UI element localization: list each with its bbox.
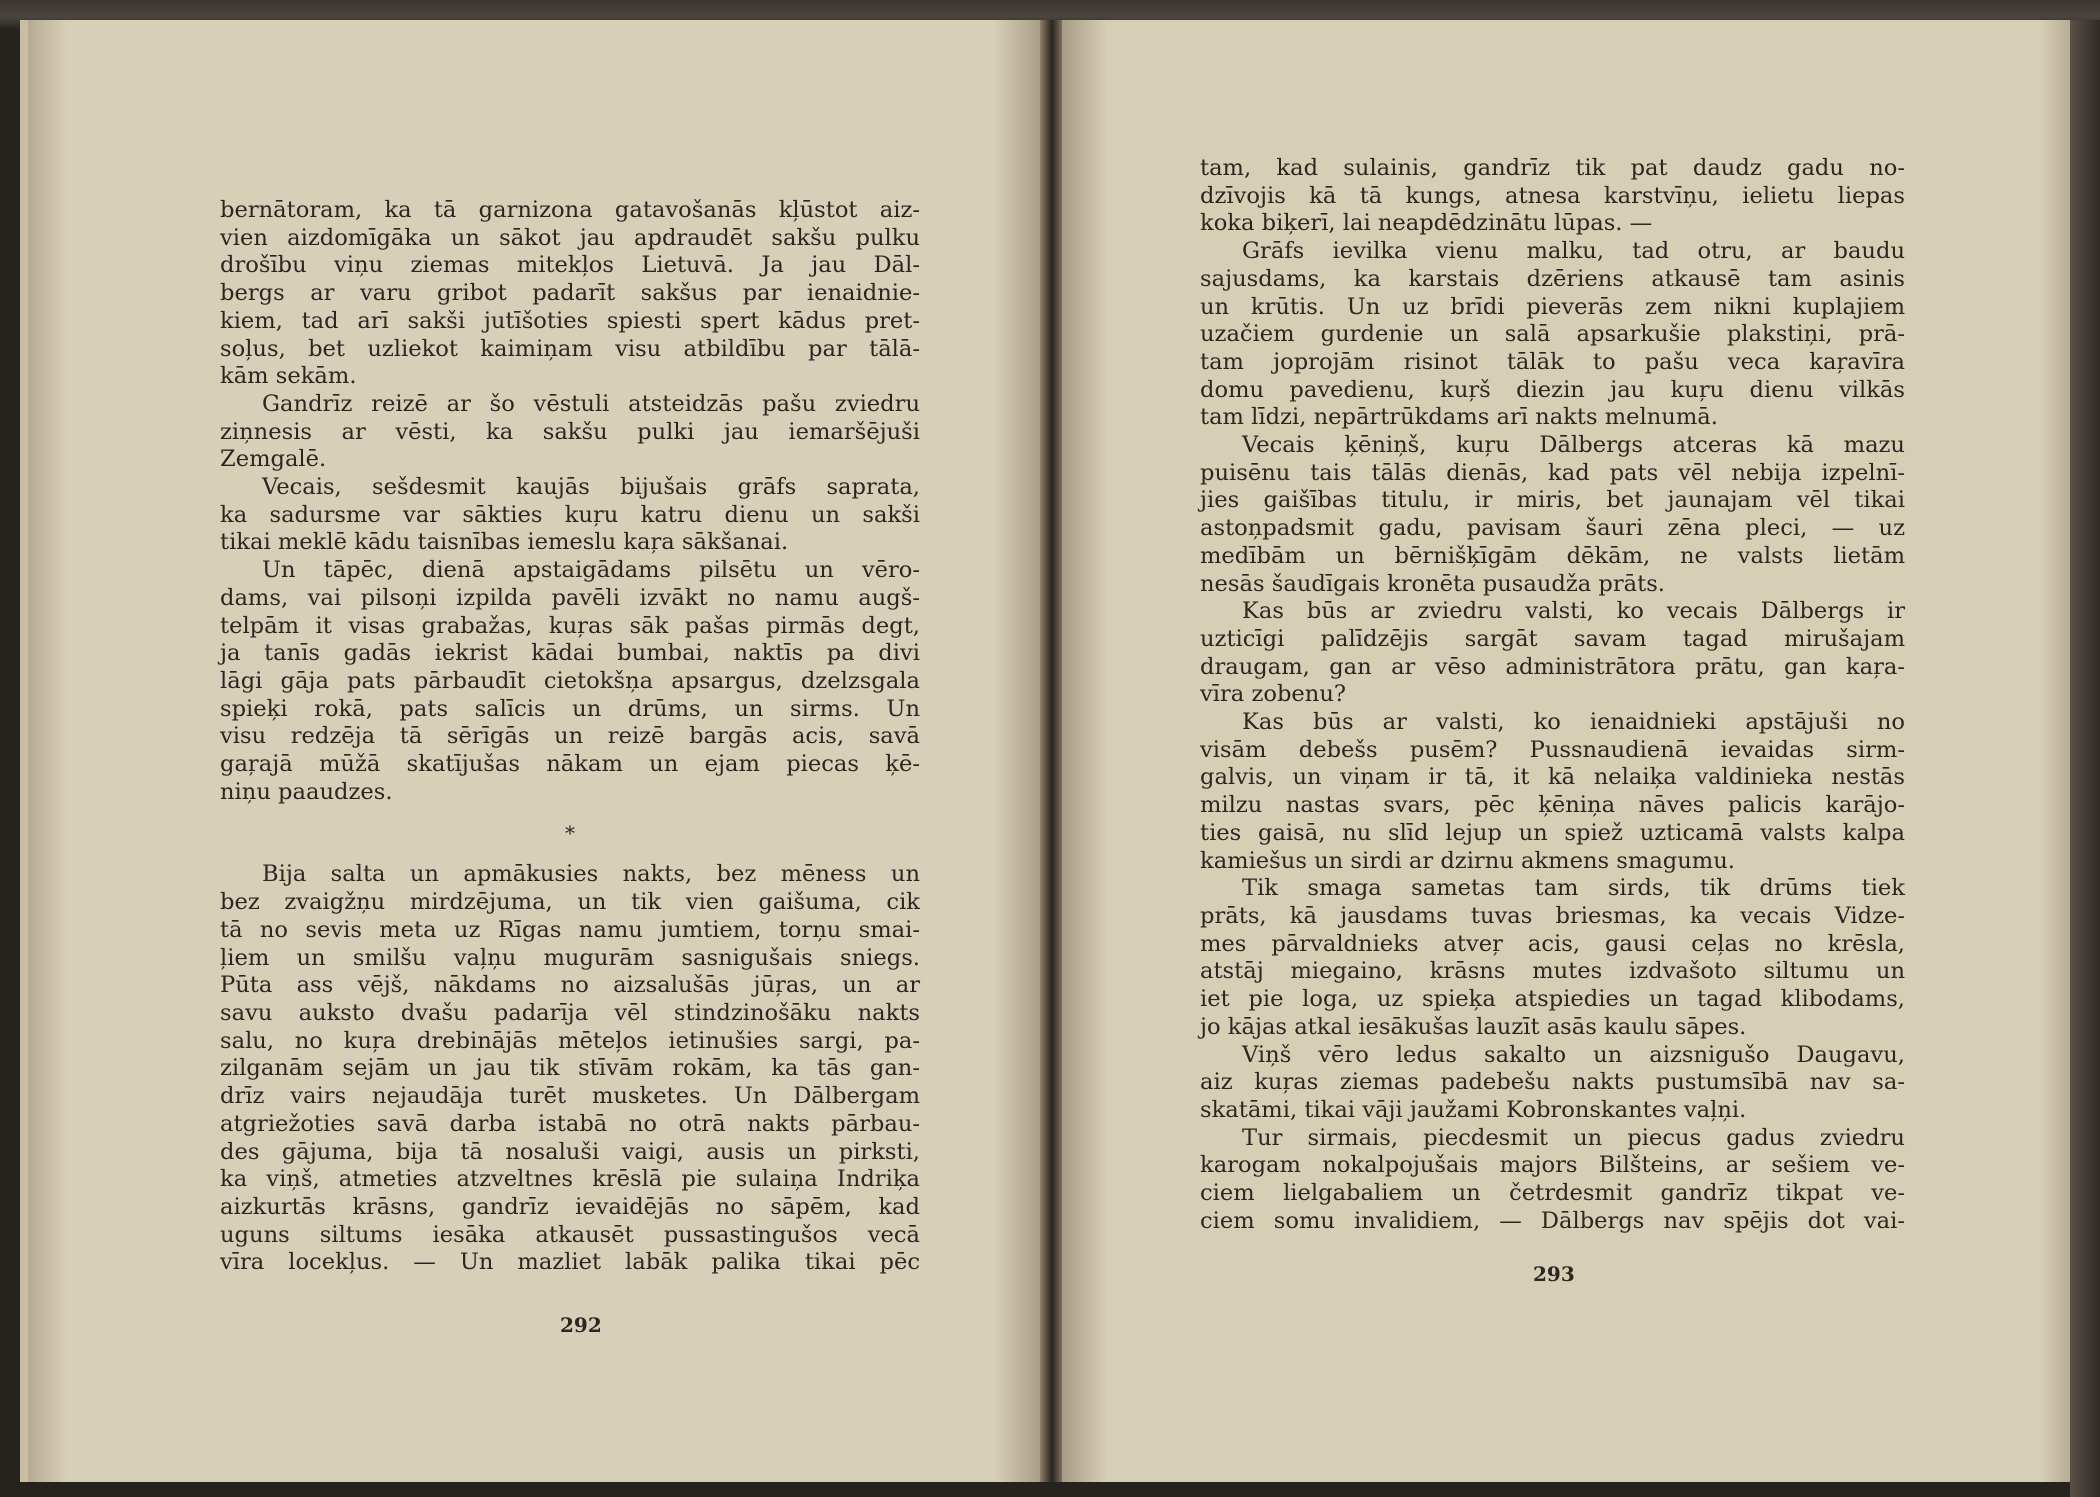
text-line: bez zvaigžņu mirdzējuma, un tik vien gaišuma, cik [220, 889, 920, 916]
text-line: Kas būs ar valsti, ko ienaidnieki apstājuši no [1242, 709, 1905, 736]
text-line: vīra locekļus. — Un mazliet labāk palika tikai pēc [220, 1249, 920, 1276]
text-line: dams, vai pilsoņi izpilda pavēli izvākt no namu augš- [220, 584, 920, 611]
text-line: bergs ar varu gribot padarīt sakšus par ienaidnie- [220, 280, 920, 307]
left-paragraphs-before-separator [220, 197, 920, 806]
text-line: draugam, gan ar vēso administrātora prātu, gan kaŗa- [1200, 653, 1905, 680]
text-line: drošību viņu ziemas mitekļos Lietuvā. Ja jau Dāl- [220, 252, 920, 279]
text-line: Gandrīz reizē ar šo vēstuli atsteidzās pašu zviedru [262, 390, 920, 417]
text-line: milzu nastas svars, pēc ķēniņa nāves palicis karājo- [1200, 792, 1905, 819]
text-line: ja tanīs gadās iekrist kādai bumbai, naktīs pa divi [220, 640, 920, 667]
section-separator: * [565, 821, 575, 846]
text-line: bernātoram, ka tā garnizona gatavošanās kļūstot aiz- [220, 197, 920, 223]
text-line: medībām un bērnišķīgām dēkām, ne valsts lietām [1200, 542, 1905, 569]
text-line: niņu paaudzes. [220, 778, 393, 805]
text-line: ka sadursme var sākties kuŗu katru dienu un sakši [220, 501, 920, 528]
text-line: Un tāpēc, dienā apstaigādams pilsētu un vēro- [262, 557, 920, 584]
right-paragraphs [1200, 155, 1905, 1235]
text-line: astoņpadsmit gadu, pavisam šauri zēna pleci, — uz [1200, 515, 1905, 542]
text-line: nesās šaudīgais kronēta pusaudža prāts. [1200, 570, 1665, 597]
text-line: spieķi rokā, pats salīcis un drūms, un sirms. Un [220, 695, 920, 722]
text-line: visu redzēja tā sērīgās un reizē bargās acis, savā [220, 723, 920, 750]
text-line: un krūtis. Un uz brīdi pieverās zem nikni kuplajiem [1200, 293, 1905, 320]
text-line: lāgi gāja pats pārbaudīt cietokšņa apsargus, dzelzsgala [220, 667, 920, 694]
text-line: gaŗajā mūžā skatījušas nākam un ejam piecas ķē- [220, 751, 920, 778]
text-line: uzticīgi palīdzējis sargāt savam tagad mirušajam [1200, 625, 1905, 652]
text-line: ļiem un smilšu vaļņu mugurām sasnigušais sniegs. [220, 944, 920, 971]
text-line: Zemgalē. [220, 446, 327, 473]
text-line: ciem lielgabaliem un četrdesmit gandrīz tikpat ve- [1200, 1180, 1905, 1207]
text-line: galvis, un viņam ir tā, it kā nelaiķa valdinieka nestās [1200, 764, 1905, 791]
text-line: ziņnesis ar vēsti, ka sakšu pulki jau iemaršējuši [220, 418, 920, 445]
text-line: Kas būs ar zviedru valsti, ko vecais Dālbergs ir [1242, 598, 1905, 625]
text-line: savu auksto dvašu padarīja vēl stindzinošāku nakts [220, 999, 920, 1026]
text-line: vien aizdomīgāka un sākot jau apdraudēt sakšu pulku [220, 224, 920, 251]
text-line: domu pavedienu, kuŗš diezin jau kuŗu dienu vilkās [1200, 376, 1905, 403]
text-line: tam joprojām risinot tālāk to pašu veca kaŗavīra [1200, 348, 1905, 375]
text-line: zilganām sejām un jau tik stīvām rokām, ka tās gan- [220, 1055, 920, 1082]
text-line: Viņš vēro ledus sakalto un aizsnigušo Daugavu, [1242, 1041, 1905, 1068]
left-paragraphs-after-separator [220, 861, 920, 1277]
text-line: visām debešs pusēm? Pussnaudienā ievaidas sirm- [1200, 736, 1905, 763]
text-line: jo kājas atkal iesākušas lauzīt asās kaulu sāpes. [1200, 1013, 1747, 1040]
text-line: puisēnu tais tālās dienās, kad pats vēl nebija izpelnī- [1200, 459, 1905, 486]
text-line: kamiešus un sirdi ar dzirnu akmens smagumu. [1200, 847, 1735, 874]
text-line: koka biķerī, lai neapdēdzinātu lūpas. — [1200, 210, 1653, 237]
text-line: des gājuma, bija tā nosaluši vaigi, ausis un pirksti, [220, 1138, 920, 1165]
text-line: atgriežoties savā darba istabā no otrā nakts pārbau- [220, 1110, 920, 1137]
book-gutter [1040, 20, 1062, 1482]
text-line: Pūta ass vējš, nākdams no aizsalušās jūŗas, un ar [220, 972, 920, 999]
page-number-left: 292 [560, 1313, 602, 1337]
text-line: salu, no kuŗa drebinājās mēteļos ietinušies sargi, pa- [220, 1027, 920, 1054]
text-line: kām sekām. [220, 363, 357, 390]
text-line: aizkurtās krāsns, gandrīz ievaidējās no sāpēm, kad [220, 1193, 920, 1220]
right-page-text [1200, 155, 1905, 1235]
text-line: karogam nokalpojušais majors Bilšteins, ar sešiem ve- [1200, 1152, 1905, 1179]
text-line: tam līdzi, nepārtrūkdams arī nakts melnumā. [1200, 404, 1718, 431]
text-line: prāts, kā jausdams tuvas briesmas, ka vecais Vidze- [1200, 902, 1905, 929]
text-line: Tik smaga sametas tam sirds, tik drūms tiek [1242, 875, 1905, 902]
book-right-edge [2070, 20, 2100, 1497]
text-line: tam, kad sulainis, gandrīz tik pat daudz gadu no- [1200, 155, 1905, 181]
text-line: skatāmi, tikai vāji jaužami Kobronskantes vaļņi. [1200, 1096, 1747, 1123]
text-line: tikai meklē kādu taisnības iemeslu kaŗa sākšanai. [220, 529, 789, 556]
left-page-text [220, 197, 920, 1277]
text-line: jies gaišības titulu, ir miris, bet jaunajam vēl tikai [1200, 487, 1905, 514]
text-line: dzīvojis kā tā kungs, atnesa karstvīņu, ielietu liepas [1200, 182, 1905, 209]
page-number-right: 293 [1533, 1262, 1575, 1286]
text-line: vīra zobenu? [1200, 681, 1346, 708]
text-line: kiem, tad arī sakši jutīšoties spiesti spert kādus pret- [220, 307, 920, 334]
text-line: aiz kuŗas ziemas padebešu nakts pustumsībā nav sa- [1200, 1069, 1905, 1096]
text-line: Tur sirmais, piecdesmit un piecus gadus zviedru [1242, 1124, 1905, 1151]
text-line: tā no sevis meta uz Rīgas namu jumtiem, torņu smai- [220, 916, 920, 943]
text-line: Vecais ķēniņš, kuŗu Dālbergs atceras kā mazu [1242, 432, 1905, 459]
text-line: mes pārvaldnieks atveŗ acis, gausi ceļas no krēsla, [1200, 930, 1905, 957]
text-line: ciem somu invalidiem, — Dālbergs nav spējis dot vai- [1200, 1207, 1905, 1234]
text-line: Grāfs ievilka vienu malku, tad otru, ar baudu [1242, 238, 1905, 265]
text-line: drīz vairs nejaudāja turēt musketes. Un Dālbergam [220, 1083, 920, 1110]
text-line: sajusdams, ka karstais dzēriens atkausē tam asinis [1200, 265, 1905, 292]
text-line: Bija salta un apmākusies nakts, bez mēness un [262, 861, 920, 888]
text-line: atstāj miegaino, krāsns mutes izdvašoto siltumu un [1200, 958, 1905, 985]
text-line: iet pie loga, uz spieķa atspiedies un tagad klibodams, [1200, 986, 1905, 1013]
text-line: uguns siltums iesāka atkausēt pussastingušos vecā [220, 1221, 920, 1248]
text-line: ties gaisā, nu slīd lejup un spiež uzticamā valsts kalpa [1200, 819, 1905, 846]
text-line: uzačiem gurdenie un salā apsarkušie plakstiņi, prā- [1200, 321, 1905, 348]
text-line: ka viņš, atmeties atzveltnes krēslā pie sulaiņa Indriķa [220, 1166, 920, 1193]
text-line: telpām it visas grabažas, kuŗas sāk pašas pirmās degt, [220, 612, 920, 639]
text-line: Vecais, sešdesmit kaujās bijušais grāfs saprata, [262, 474, 920, 501]
text-line: soļus, bet uzliekot kaimiņam visu atbildību par tālā- [220, 335, 920, 362]
